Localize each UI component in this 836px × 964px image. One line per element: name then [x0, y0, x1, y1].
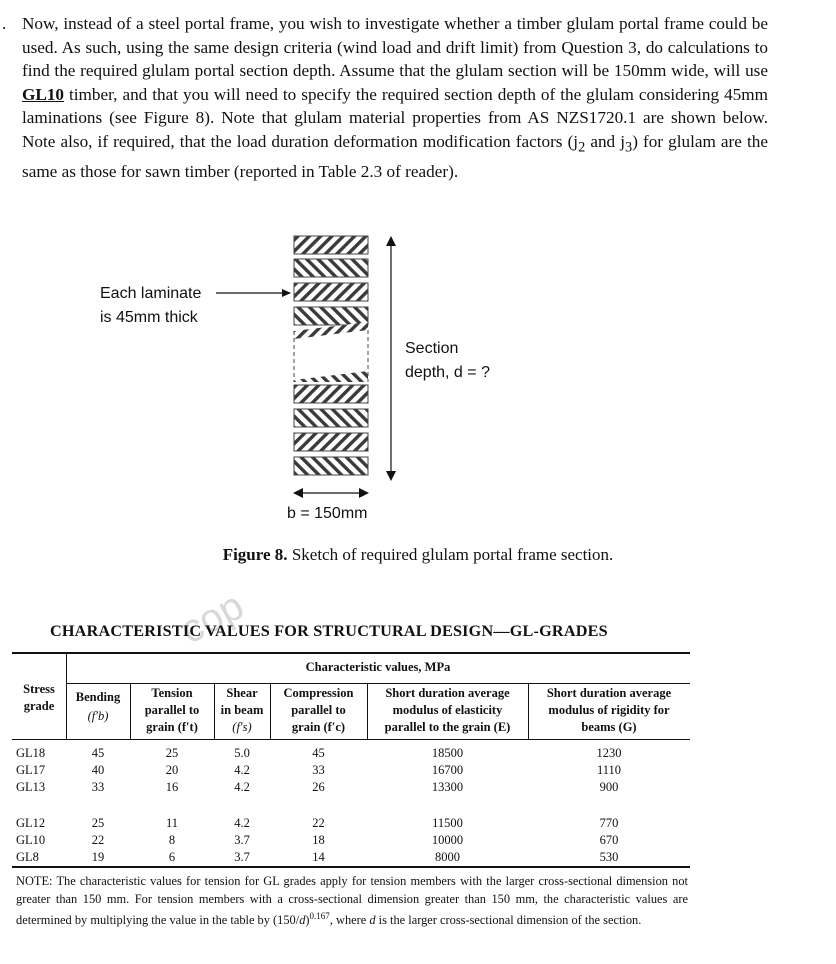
question-part-2: timber, and that you will need to specify the required section depth of the glulam considering 45mm laminations (see Figure 8). Note that glulam material properties from AS NZS1720.1 are shown below. Note also, if required, that the load duration deformation modification factors (j: [22, 84, 768, 151]
value-cell: 3.7: [234, 850, 250, 864]
depth-dimension-arrow: [386, 236, 396, 481]
value-cell: 4.2: [234, 816, 250, 830]
value-cell: 770: [599, 816, 619, 830]
table-group-rule: [66, 683, 690, 684]
value-cell: 25: [91, 816, 105, 830]
grade-cell: GL8: [16, 850, 39, 864]
value-cell: 10000: [431, 833, 464, 847]
group-header: Characteristic values, MPa: [305, 660, 451, 674]
laminate-1: [294, 236, 368, 254]
value-cell: 900: [599, 780, 619, 794]
value-cell: 4.2: [234, 763, 250, 777]
header-rigidity: Short duration average modulus of rigidity for beams (G): [546, 686, 672, 734]
grade-cell: GL17: [16, 763, 46, 777]
section-depth-label: Section depth, d = ?: [405, 340, 490, 381]
value-cell: 45: [312, 746, 325, 760]
value-cell: 670: [599, 833, 619, 847]
question-part-3: and j: [585, 131, 626, 151]
table-title: CHARACTERISTIC VALUES FOR STRUCTURAL DESIGN—GL-GRADES: [50, 622, 608, 640]
value-cell: 16: [165, 780, 179, 794]
table-header-rule: [12, 739, 690, 740]
header-compression: Compression parallel to grain (f′c): [283, 686, 354, 734]
header-stress-grade: Stress grade: [23, 682, 55, 713]
value-cell: 3.7: [234, 833, 250, 847]
grade-cell: GL18: [16, 746, 46, 760]
value-cell: 45: [91, 746, 105, 760]
value-cell: 8: [168, 833, 176, 847]
laminate-4: [294, 307, 368, 325]
value-cell: 1110: [596, 763, 622, 777]
value-cell: 18: [312, 833, 325, 847]
question-part-4: ) for glulam are the same as those for sawn timber (reported in Table 2.3 of reader).: [22, 131, 768, 181]
table-note: NOTE: The characteristic values for tension for GL grades apply for tension members with the larger cross-sectional dimension not greater than 150 mm. For tension members with a cross-sectional dimension greater than 150 mm, the characteristic values are determined by multiplying the value in the table by $(150/d)^{0.167}$, where d is the larger cross-sectional dimension of the section.: [16, 874, 688, 928]
header-bending: Bending (f′b): [75, 690, 121, 723]
value-cell: 16700: [431, 763, 464, 777]
value-cell: 26: [312, 780, 325, 794]
value-cell: 33: [312, 763, 325, 777]
value-cell: 13300: [431, 780, 464, 794]
grade-cell: GL12: [16, 816, 46, 830]
width-label: b = 150mm: [287, 505, 368, 522]
grade-highlight: GL10: [22, 84, 65, 104]
value-cell: 25: [165, 746, 179, 760]
section-break: [294, 322, 368, 382]
subscript-3: 3: [625, 139, 633, 156]
laminate-label: Each laminate is 45mm thick: [100, 285, 202, 326]
table-bottom-rule: [12, 866, 690, 868]
width-dimension-arrow: [293, 488, 369, 498]
table-top-rule: [12, 652, 690, 654]
value-cell: 14: [312, 850, 325, 864]
value-cell: 19: [91, 850, 105, 864]
value-cell: 20: [165, 763, 179, 777]
subscript-2: 2: [578, 139, 586, 156]
laminate-3: [294, 283, 368, 301]
value-cell: 4.2: [234, 780, 250, 794]
figure-caption: Figure 8. Sketch of required glulam portal frame section.: [222, 545, 614, 564]
laminate-2: [294, 259, 368, 277]
list-bullet: .: [2, 14, 7, 33]
grade-cell: GL10: [16, 833, 46, 847]
watermark: cop: [173, 583, 251, 653]
grade-cell: GL13: [16, 780, 46, 794]
value-cell: 6: [168, 850, 176, 864]
laminate-8: [294, 457, 368, 475]
value-cell: 8000: [435, 850, 460, 864]
value-cell: 1230: [596, 746, 622, 760]
value-cell: 22: [91, 833, 105, 847]
value-cell: 18500: [431, 746, 464, 760]
laminate-5: [294, 385, 368, 403]
laminate-7: [294, 433, 368, 451]
value-cell: 33: [91, 780, 105, 794]
question-part-1: Now, instead of a steel portal frame, you wish to investigate whether a timber glulam portal frame could be used. As such, using the same design criteria (wind load and drift limit) from Question 3, do calculations to find the required glulam portal section depth. Assume that the glulam section will be 150mm wide, will use: [22, 14, 768, 81]
laminate-6: [294, 409, 368, 427]
value-cell: 40: [91, 763, 105, 777]
header-elasticity: Short duration average modulus of elasticity parallel to the grain (E): [384, 686, 511, 734]
header-shear: Shear in beam (f′s): [220, 686, 264, 734]
value-cell: 5.0: [234, 746, 250, 760]
value-cell: 11: [165, 816, 179, 830]
value-cell: 530: [599, 850, 619, 864]
value-cell: 11500: [432, 816, 463, 830]
header-tension: Tension parallel to grain (f′t): [144, 686, 200, 734]
value-cell: 22: [312, 816, 325, 830]
